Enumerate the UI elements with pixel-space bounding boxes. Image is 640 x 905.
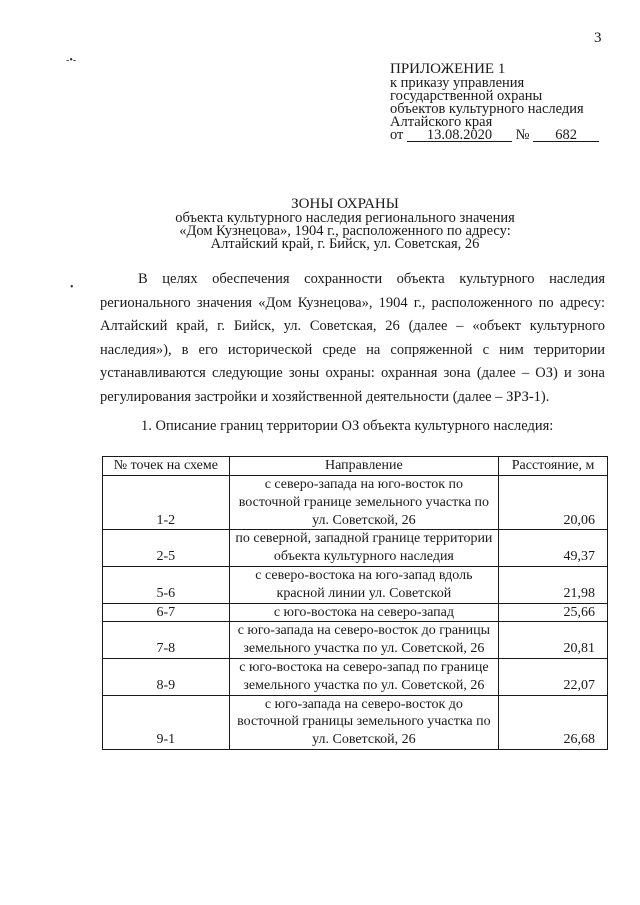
table-row [103,476,608,530]
from-label: от [390,127,404,143]
table-header-row [103,457,608,476]
cell-distance: 25,66 [499,603,608,622]
title-subtitle-line: объекта культурного наследия регионального значения [175,210,515,226]
cell-distance: 26,68 [499,695,608,749]
table-row [103,622,608,659]
appendix-line: государственной охраны [390,88,543,104]
appendix-title: ПРИЛОЖЕНИЕ 1 [390,61,506,77]
table-row [103,603,608,622]
title-subtitle-line: Алтайский край, г. Бийск, ул. Советская, 26 [210,236,480,252]
column-header-direction: Направление [229,457,498,476]
boundary-table [102,456,608,750]
title-subtitle-line: «Дом Кузнецова», 1904 г., расположенного по адресу: [179,223,511,239]
cell-direction: с юго-запада на северо-восток до восточной границы земельного участка по ул. Советской, 26 [229,695,498,749]
cell-points: 1-2 [103,476,230,530]
cell-points: 8-9 [103,658,230,695]
cell-distance: 49,37 [499,530,608,567]
order-date-line [390,129,625,142]
cell-points: 7-8 [103,622,230,659]
cell-direction: по северной, западной границе территории объекта культурного наследия [229,530,498,567]
intro-paragraph: В целях обеспечения сохранности объекта культурного наследия регионального значения «Дом Кузнецова», 1904 г., расположенного по адресу: Алтайский край, г. Бийск, ул. Советская, 26 (далее – «объект культурного наследия»), в его исторической среде на сопряженной с ним территории устанавливаются следующие зоны охраны: охранная зона (далее – ОЗ) и зона регулирования застройки и хозяйственной деятельности (далее – ЗРЗ-1). [100,271,605,405]
cell-direction: с северо-запада на юго-восток по восточной границе земельного участка по ул. Советской, 26 [229,476,498,530]
cell-distance: 21,98 [499,566,608,603]
cell-direction: с северо-востока на юго-запад вдоль красной линии ул. Советской [229,566,498,603]
cell-distance: 22,07 [499,658,608,695]
table-row [103,530,608,567]
appendix-line: объектов культурного наследия [390,101,584,117]
cell-distance: 20,06 [499,476,608,530]
cell-direction: с юго-запада на северо-восток до границы земельного участка по ул. Советской, 26 [229,622,498,659]
table-row [103,658,608,695]
scan-mark: -•- [66,55,77,66]
order-date: 13.08.2020 [407,129,512,142]
cell-points: 6-7 [103,603,230,622]
cell-points: 5-6 [103,566,230,603]
scan-mark: • [70,282,74,293]
number-label: № [515,127,530,143]
appendix-line: к приказу управления [390,75,525,91]
table-row [103,566,608,603]
cell-direction: с юго-востока на северо-запад [229,603,498,622]
table-row [103,695,608,749]
cell-points: 2-5 [103,530,230,567]
column-header-distance: Расстояние, м [499,457,608,476]
cell-distance: 20,81 [499,622,608,659]
column-header-points: № точек на схеме [103,457,230,476]
appendix-block [390,62,625,142]
title-heading: ЗОНЫ ОХРАНЫ [291,196,399,212]
page-number: 3 [594,30,602,46]
document-title [100,196,590,251]
cell-direction: с юго-востока на северо-запад по границе земельного участка по ул. Советской, 26 [229,658,498,695]
cell-points: 9-1 [103,695,230,749]
appendix-line: Алтайского края [390,114,493,130]
section-heading: 1. Описание границ территории ОЗ объекта культурного наследия: [141,418,554,434]
order-number: 682 [533,129,599,142]
